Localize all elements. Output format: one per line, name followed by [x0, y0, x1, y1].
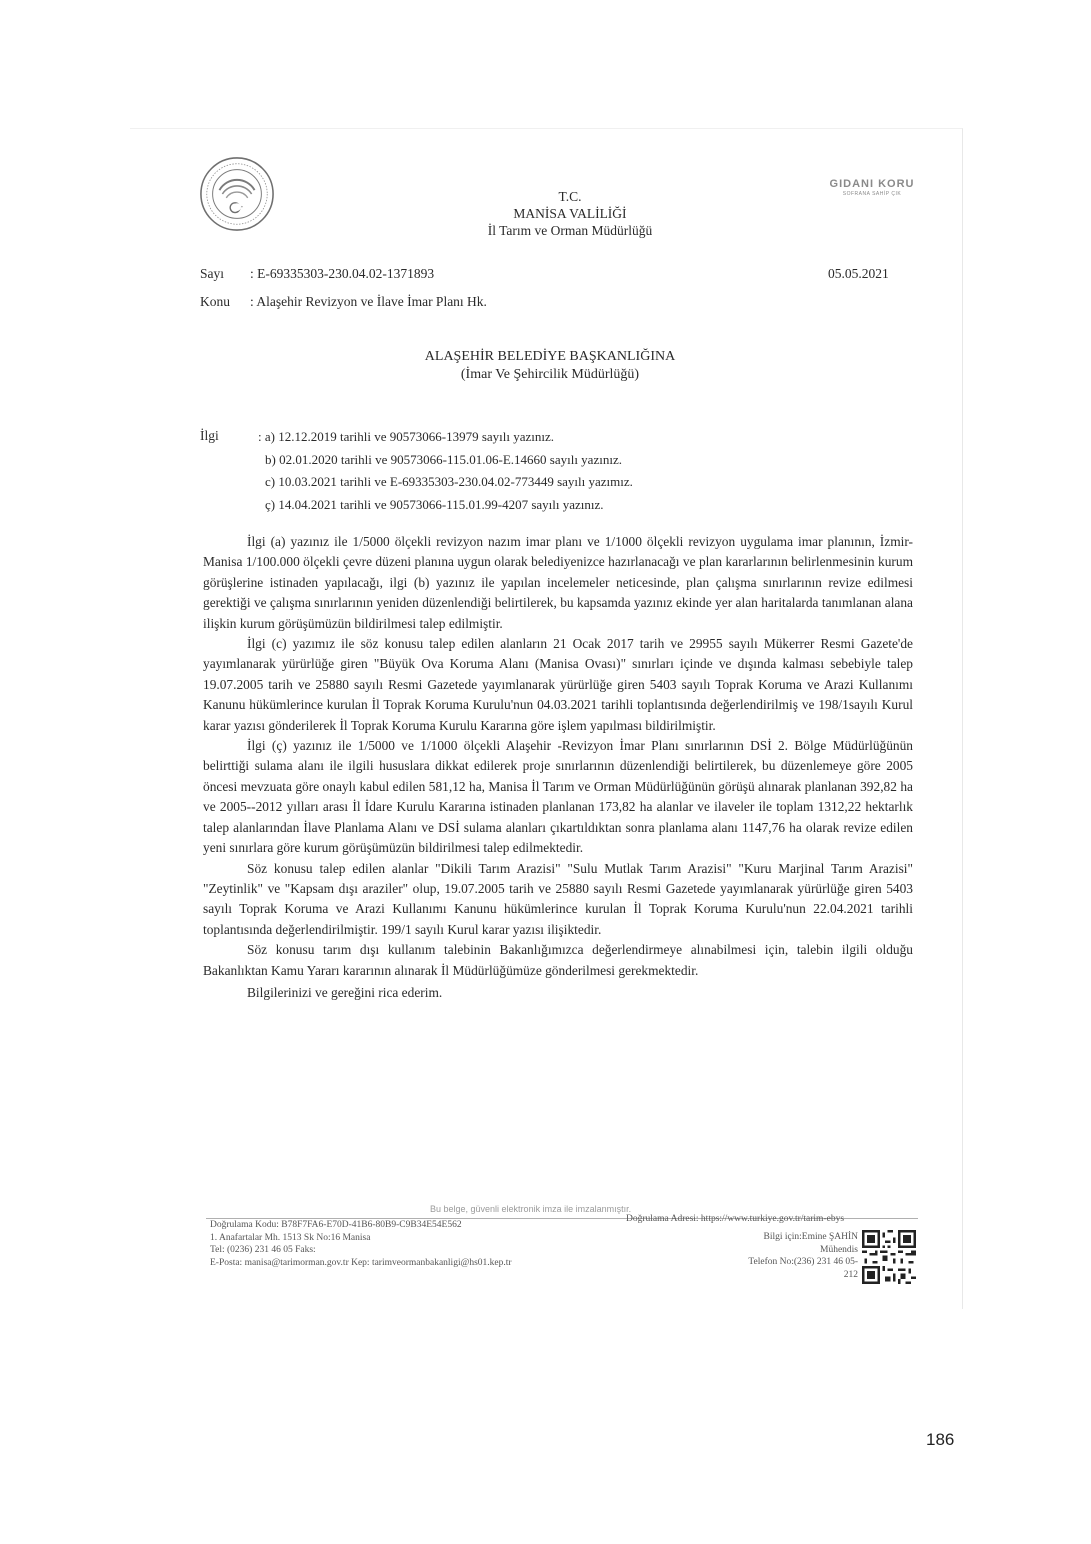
- ilgi-item-b: b) 02.01.2020 tarihli ve 90573066-115.01.06-E.14660 sayılı yazınız.: [265, 451, 622, 467]
- esign-note: Bu belge, güvenli elektronik imza ile imzalanmıştır.: [430, 1204, 632, 1214]
- paragraph-3: İlgi (ç) yazınız ile 1/5000 ve 1/1000 ölçekli Alaşehir -Revizyon İmar Planı sınırlarının DSİ 2. Bölge Müdürlüğünün belirttiği sulama alanı ile ilgili hususlara dikkat edilerek proje sınırlarının düzenlendiği belirtilerek, bu düzenlemeye göre 2005 öncesi mevzuata göre onaylı kabul edilen 581,12 ha, Manisa İl Tarım ve Orman Müdürlüğünün görüşü alınarak planlanan 392,82 ha ve 2005--2012 yılları arası İl İdare Kurulu Kararına istinaden planlanan 173,82 ha alanlar ve ilaveler ile toplam 1312,22 hektarlık talep alanlarından İlave Planlama Alanı ve DSİ sulama alanları çıkartıldıktan sonra planlama alanı 1147,76 ha olarak revize edilen yeni sınırlara göre kurum görüşümüzün bildirilmesi talep edilmektedir.: [203, 738, 913, 856]
- sayi-label: Sayı: [200, 266, 225, 281]
- paragraph-5: Söz konusu tarım dışı kullanım talebinin Bakanlığımızca değerlendirmeye alınabilmesi için, talebin ilgili olduğu Bakanlıktan Kamu Yararı kararının alınarak İl Müdürlüğümüze gönderilmesi gerekmektedir.: [203, 942, 913, 978]
- office-tel: Tel: (0236) 231 46 05 Faks:: [210, 1245, 316, 1255]
- ilgi-item-cc: ç) 14.04.2021 tarihli ve 90573066-115.01.99-4207 sayılı yazınız.: [265, 496, 604, 512]
- page-number: 186: [926, 1430, 955, 1449]
- paragraph-2: İlgi (c) yazımız ile söz konusu talep edilen alanların 21 Ocak 2017 tarih ve 29955 sayılı Mükerrer Resmi Gazete'de yayımlanarak yürürlüğe giren "Büyük Ova Koruma Alanı (Manisa Ovası)" sınırları içinde ve dışında kalması sebebiyle talep 19.07.2005 tarih ve 25880 sayılı Resmi Gazetede yayımlanarak yürürlüğe giren 5403 sayılı Toprak Koruma ve Arazi Kullanımı Kanunu hükümlerince kurulan İl Toprak Koruma Kurulu'nun 04.03.2021 tarihli toplantısında değerlendirilmiş ve 198/1sayılı Kurul karar yazısı gönderilerek İl Toprak Koruma Kurulu Kararına göre işlem yapılması bildirilmiştir.: [203, 636, 913, 733]
- contact-info: [700, 1231, 858, 1281]
- contact-phone: Telefon No:(236) 231 46 05-: [748, 1257, 858, 1267]
- konu-label: Konu: [200, 294, 230, 309]
- letterhead-valilik: MANİSA VALİLİĞİ: [513, 206, 627, 221]
- ilgi-list: [258, 426, 633, 516]
- brand-logo: [824, 178, 920, 197]
- document-date: 05.05.2021: [828, 266, 889, 281]
- contact-person: Bilgi için:Emine ŞAHİN: [763, 1232, 858, 1242]
- paragraph-1: İlgi (a) yazınız ile 1/5000 ölçekli revizyon nazım imar planı ve 1/1000 ölçekli revizyon uygulama imar planının, İzmir-Manisa 1/100.000 ölçekli çevre düzeni planına uygun olarak belediyenizce hazırlanacağı ve plan kararlarının belirlenmesinin kurum görüşlerine istinaden yapılacağı, ilgi (b) yazınız ile yapılan incelemeler neticesinde, plan çalışma sınırlarının revize edilmesi gerektiği ve çalışma sınırlarının yeniden düzenlendiği belirtilerek, bu kapsamda yazınız ekinde yer alan haritalarda tanımlanan alana ilişkin kurum görüşümüzün bildirilmesi talep edilmiştir.: [203, 534, 913, 631]
- addressee-line2: (İmar Ve Şehircilik Müdürlüğü): [460, 367, 640, 382]
- letterhead-mudurluk: İl Tarım ve Orman Müdürlüğü: [487, 223, 653, 238]
- office-email: E-Posta: manisa@tarimorman.gov.tr Kep: tarimveormanbakanligi@hs01.kep.tr: [210, 1257, 512, 1268]
- addressee-line1: ALAŞEHİR BELEDİYE BAŞKANLIĞINA: [424, 349, 676, 364]
- contact-title: Mühendis: [820, 1244, 858, 1255]
- brand-slogan: SOFRANA SAHİP ÇIK: [842, 191, 902, 197]
- konu-value: : Alaşehir Revizyon ve İlave İmar Planı Hk.: [250, 294, 487, 309]
- qr-code-icon: [862, 1230, 916, 1284]
- footer-left: [210, 1219, 512, 1269]
- verification-code: Doğrulama Kodu: B78F7FA6-E70D-41B6-80B9-C9B34E54E562: [210, 1220, 462, 1230]
- contact-phone-ext: 212: [843, 1269, 858, 1280]
- ilgi-label: İlgi: [200, 428, 219, 443]
- letterhead: [420, 188, 720, 239]
- letter-body: [203, 532, 913, 1003]
- ilgi-item-c: c) 10.03.2021 tarihli ve E-69335303-230.04.02-773449 sayılı yazımız.: [265, 474, 633, 489]
- sayi-value: : E-69335303-230.04.02-1371893: [250, 266, 435, 281]
- konu-row: [200, 294, 487, 310]
- verification-address: Doğrulama Adresi: https://www.turkiye.gov.tr/tarim-ebys: [626, 1214, 845, 1224]
- closing-line: Bilgilerinizi ve gereğini rica ederim.: [247, 984, 443, 1000]
- paragraph-4: Söz konusu talep edilen alanlar "Dikili Tarım Arazisi" "Sulu Mutlak Tarım Arazisi" "Kuru Marjinal Tarım Arazisi" "Zeytinlik" ve "Kapsam dışı araziler" olup, 19.07.2005 tarih ve 25880 sayılı Resmi Gazetede yayımlanarak yürürlüğe giren 5403 sayılı Toprak Koruma ve Arazi Kullanımı Kanunu hükümlerince kurulan İl Toprak Koruma Kurulu'nun 22.04.2021 tarihli toplantısında değerlendirilmiştir. 199/1 sayılı Kurul karar yazısı ilişiktedir.: [203, 860, 913, 937]
- addressee: [380, 348, 720, 384]
- sayi-row: [200, 266, 434, 282]
- ilgi-item-a: : a) 12.12.2019 tarihli ve 90573066-13979 sayılı yazınız.: [258, 429, 555, 444]
- office-address: 1. Anafartalar Mh. 1513 Sk No:16 Manisa: [210, 1232, 371, 1243]
- letterhead-tc: T.C.: [558, 189, 582, 204]
- ministry-emblem-icon: [198, 155, 276, 233]
- brand-name: GIDANI KORU: [829, 178, 915, 190]
